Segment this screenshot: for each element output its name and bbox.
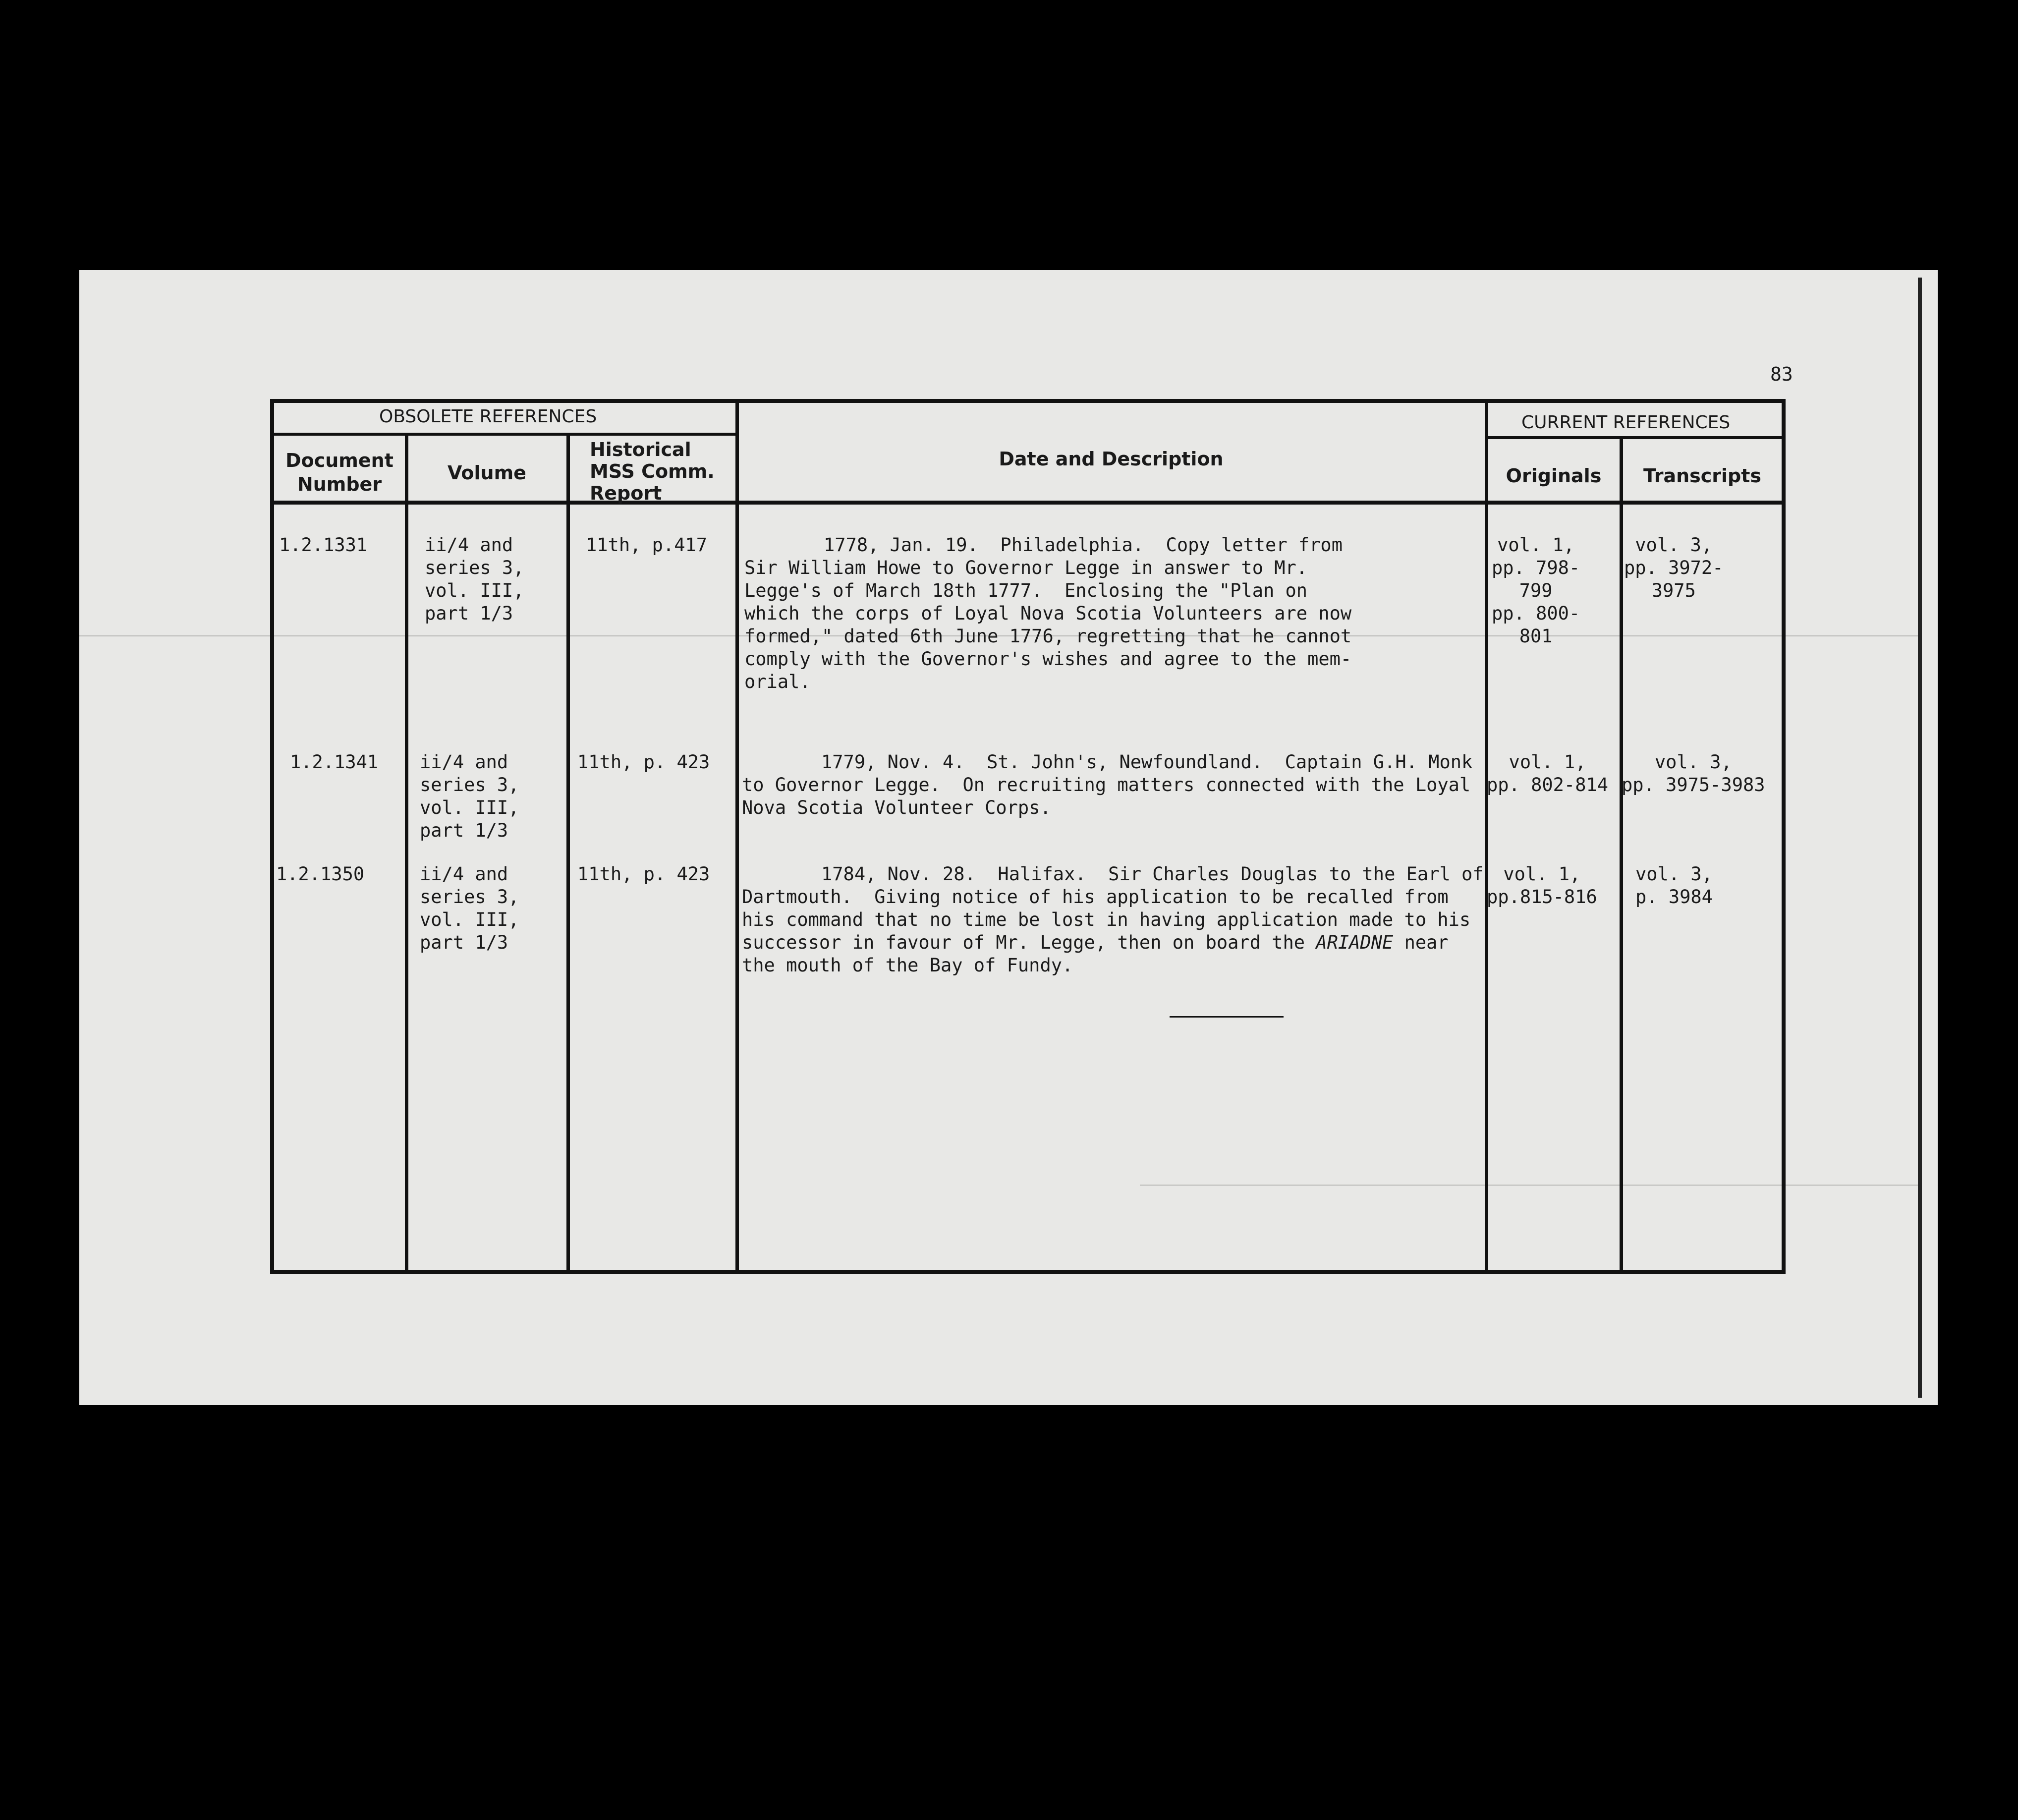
header-divider-obsolete: [274, 433, 737, 436]
row-3-description-text: 1784, Nov. 28. Halifax. Sir Charles Douglas to the Earl of Dartmouth. Giving notice of his application to be recalled from his command that no time be lost in having application made to his successor in favour of Mr. Legge, then on board the: [742, 863, 1484, 953]
column-divider: [735, 401, 739, 1274]
row-3-historical: 11th, p. 423: [577, 863, 710, 885]
ship-name: ARIADNE: [1316, 932, 1394, 953]
header-bottom-rule: [274, 501, 1782, 505]
transcripts-header: Transcripts: [1643, 465, 1762, 487]
row-1-transcripts: vol. 3, pp. 3972- 3975: [1624, 534, 1724, 601]
date-description-header: Date and Description: [999, 448, 1224, 470]
column-divider: [405, 433, 408, 1274]
row-1-volume: ii/4 and series 3, vol. III, part 1/3: [425, 534, 524, 624]
row-1-document-number: 1.2.1331: [279, 534, 368, 556]
current-references-header: CURRENT REFERENCES: [1521, 412, 1731, 433]
row-2-originals: vol. 1, pp. 802-814: [1487, 751, 1609, 796]
obsolete-references-header: OBSOLETE REFERENCES: [379, 406, 597, 427]
originals-header: Originals: [1506, 465, 1602, 487]
column-divider: [566, 433, 570, 1274]
header-divider-current: [1487, 436, 1782, 439]
row-1-originals: vol. 1, pp. 798- 799 pp. 800- 801: [1492, 534, 1580, 647]
page-number: 83: [1770, 363, 1793, 385]
document-number-header: Document Number: [285, 450, 393, 495]
column-divider: [1620, 436, 1623, 1274]
row-3-description: [742, 863, 1495, 977]
row-2-historical: 11th, p. 423: [577, 751, 710, 773]
volume-header: Volume: [448, 462, 526, 484]
row-2-document-number: 1.2.1341: [290, 751, 379, 773]
row-1-description: 1778, Jan. 19. Philadelphia. Copy letter from Sir William Howe to Governor Legge in answer to Mr. Legge's of March 18th 1777. Enclosing the "Plan on which the corps of Loyal Nova Scotia Volunteers are now formed," dated 6th June 1776, regretting that he cannot comply with the Governor's wishes and agree to the mem- orial.: [744, 534, 1352, 692]
row-3-transcripts: vol. 3, p. 3984: [1635, 863, 1713, 908]
row-2-volume: ii/4 and series 3, vol. III, part 1/3: [420, 751, 519, 841]
row-3-document-number: 1.2.1350: [276, 863, 365, 885]
column-divider: [1485, 401, 1488, 1274]
page-edge-rule: [1918, 278, 1922, 1398]
row-2-transcripts: vol. 3, pp. 3975-3983: [1622, 751, 1765, 796]
short-rule: [1170, 1016, 1284, 1018]
row-3-volume: ii/4 and series 3, vol. III, part 1/3: [420, 863, 519, 953]
row-3-description-text-end: near the mouth of the Bay of Fundy.: [742, 932, 1449, 976]
historical-mss-header: Historical MSS Comm. Report: [590, 439, 715, 504]
row-3-originals: vol. 1, pp.815-816: [1487, 863, 1597, 908]
row-1-historical: 11th, p.417: [586, 534, 708, 556]
row-2-description: 1779, Nov. 4. St. John's, Newfoundland. Captain G.H. Monk to Governor Legge. On recruiting matters connected with the Loyal Nova Scotia Volunteer Corps.: [742, 751, 1473, 818]
